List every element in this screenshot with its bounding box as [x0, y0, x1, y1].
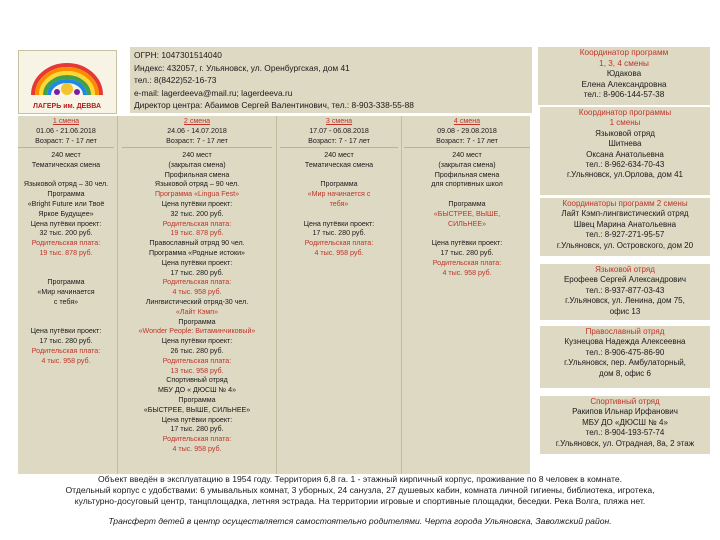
orthodox-squad-card — [540, 326, 710, 388]
card-line: Кузнецова Надежда Алексеевна — [564, 337, 686, 347]
coordinator-phone: тел.: 8-906-144-57-38 — [583, 90, 665, 100]
card-line: Лайт Кэмп-лингвистический отряд — [561, 209, 689, 219]
shift-age: Возраст: 7 - 17 лет — [308, 136, 370, 145]
shift-line: 17 тыс. 280 руб. — [170, 268, 224, 277]
card-line: тел.: 8-937-877-03-43 — [585, 285, 665, 295]
card-line: Языковой отряд — [595, 128, 655, 138]
shift-line: 17 тыс. 280 руб. — [170, 425, 224, 434]
coordinator-name1: Юдакова — [606, 69, 642, 79]
shift-line: Цена путёвки проект: — [431, 239, 503, 248]
shift-dates: 17.07 - 06.08.2018 — [309, 126, 369, 135]
shift-column-2 — [122, 116, 272, 474]
center-info-panel — [130, 47, 532, 113]
shift-line: Родительская плата: — [31, 346, 101, 355]
shift-line: Программа — [448, 199, 486, 208]
shift-name: 4 смена — [453, 117, 481, 125]
shift-line: Профильная смена — [434, 170, 500, 179]
shift-line: 17 тыс. 280 руб. — [312, 229, 366, 238]
shift-name: 2 смена — [183, 117, 211, 125]
shift-dates: 24.06 - 14.07.2018 — [167, 126, 227, 135]
card-title: Координаторы программ 2 смены — [562, 199, 688, 208]
shift-dates: 09.08 - 29.08.2018 — [437, 126, 497, 135]
shift-line: 17 тыс. 280 руб. — [440, 248, 494, 257]
coordinator-name2: Елена Александровна — [581, 79, 667, 89]
shift-line: 26 тыс. 280 руб. — [170, 346, 224, 355]
shift-line: 4 тыс. 958 руб. — [172, 444, 222, 453]
shift-body — [404, 148, 530, 278]
director: Директор центра: Абаимов Сергей Валентинович, тел.: 8-903-338-55-88 — [134, 100, 414, 111]
footer-line: Объект введён в эксплуатацию в 1954 году. Территория 6,8 га. 1 - этажный кирпичный корпус, проживание по 8 человек в комнате. — [97, 474, 623, 484]
card-line: тел.: 8-904-193-57-74 — [585, 428, 665, 438]
coordinator-title: Координатор программ — [579, 48, 669, 57]
shift-line: 19 тыс. 878 руб. — [170, 229, 224, 238]
shift-line: Программа — [47, 190, 85, 199]
shifts-grid — [18, 116, 530, 474]
shift-line — [18, 259, 114, 269]
shift-age: Возраст: 7 - 17 лет — [166, 136, 228, 145]
shift-line: «Мир начинается с — [307, 190, 371, 199]
camp-logo — [18, 50, 117, 114]
card-line: тел.: 8-927-271-95-57 — [585, 230, 665, 240]
column-divider — [276, 116, 277, 474]
shift-body — [280, 148, 398, 259]
shift-line: «Bright Future или Твоё — [27, 199, 105, 208]
shift-line: Цена путёвки проект: — [161, 258, 233, 267]
card-title: Языковой отряд — [595, 265, 655, 274]
shift-line — [18, 308, 114, 318]
shift-age: Возраст: 7 - 17 лет — [35, 136, 97, 145]
card-line: МБУ ДО «ДЮСШ № 4» — [582, 417, 668, 427]
shift-line: (закрытая смена) — [168, 160, 226, 169]
shift-line: Программа «Lingua Fest» — [154, 190, 240, 199]
phone: тел.: 8(8422)52-16-73 — [134, 75, 217, 86]
card-line: г.Ульяновск, ул. Отрадная, 8а, 2 этаж — [555, 438, 695, 448]
coordinator-top-card — [538, 47, 710, 105]
shift-header — [404, 116, 530, 148]
card-line: Оксана Анатольевна — [586, 149, 664, 159]
shift-name: 1 смена — [52, 117, 80, 125]
shift-line: Родительская плата: — [31, 239, 101, 248]
card-title: Спортивный отряд — [590, 397, 660, 406]
shift-line: Программа «Родные истоки» — [149, 248, 245, 257]
shift-line: тебя» — [329, 199, 349, 208]
shift-line: Цена путёвки проект: — [30, 327, 102, 336]
card-line: тел.: 8-962-634-70-43 — [585, 160, 665, 170]
card-title: Координатор программы — [578, 108, 672, 117]
shift-line: 32 тыс. 200 руб. — [39, 229, 93, 238]
shift-age: Возраст: 7 - 17 лет — [436, 136, 498, 145]
shift-line: 4 тыс. 958 руб. — [172, 288, 222, 297]
shift-line: Цена путёвки проект: — [161, 199, 233, 208]
language-squad-card — [540, 264, 710, 320]
shift-line: Цена путёвки проект: — [30, 219, 102, 228]
shift-line: «Лайт Кэмп» — [175, 307, 219, 316]
shift-line: Профильная смена — [164, 170, 230, 179]
shift-line: «БЫСТРЕЕ, ВЫШЕ, СИЛЬНЕЕ» — [143, 405, 251, 414]
email[interactable]: e-mail: lagerdeeva@mail.ru; lagerdeeva.ru — [134, 87, 293, 98]
shift-line: Спортивный отряд — [166, 376, 228, 385]
shift-line: Языковой отряд – 90 чел. — [154, 180, 240, 189]
shift-line: Программа — [320, 180, 358, 189]
card-title: Православный отряд — [585, 327, 665, 336]
coordinator-shifts: 1, 3, 4 смены — [599, 58, 649, 68]
shift-line: Цена путёвки проект: — [161, 337, 233, 346]
shift-line: «Wonder People: Витаминчиковый» — [138, 327, 256, 336]
shift-line: Родительская плата: — [162, 219, 232, 228]
logo-text: ЛАГЕРЬ им. ДЕВВА — [32, 103, 102, 110]
sport-squad-card — [540, 396, 710, 454]
shift-line: 13 тыс. 958 руб. — [170, 366, 224, 375]
shift-line: 4 тыс. 958 руб. — [314, 248, 364, 257]
card-line: Ерофеев Сергей Александрович — [563, 275, 687, 285]
footer — [0, 474, 720, 540]
card-line: г.Ульяновск, ул.Орлова, дом 41 — [567, 170, 683, 180]
shift-line: Программа — [178, 317, 216, 326]
shift-line: 240 мест — [324, 151, 354, 159]
card-line: Швец Марина Анатольевна — [573, 219, 677, 229]
shift-line: Православный отряд 90 чел. — [149, 239, 245, 248]
card-line: дом 8, офис 6 — [599, 368, 651, 378]
shift-header — [18, 116, 114, 148]
shift-body — [122, 148, 272, 455]
shift-line: 19 тыс. 878 руб. — [39, 248, 93, 257]
address: Индекс: 432057, г. Ульяновск, ул. Оренбургская, дом 41 — [134, 62, 350, 73]
shift-line: Лингвистический отряд-30 чел. — [145, 297, 249, 306]
shift-line: Программа — [47, 278, 85, 287]
coordinator-card-shift1 — [540, 107, 710, 195]
shift-name: 3 смена — [325, 117, 353, 125]
card-line: г.Ульяновск, ул. Ленина, дом 75, — [565, 296, 685, 306]
card-line: г.Ульяновск, ул. Островского, дом 20 — [556, 240, 694, 250]
transfer-note: Трансферт детей в центр осуществляется самостоятельно родителями. Черта города Ульяновска, Заволжский район. — [108, 515, 612, 526]
shift-line — [404, 190, 530, 200]
shift-column-1 — [18, 116, 114, 474]
shift-line: с тебя» — [53, 297, 79, 306]
shift-line: «БЫСТРЕЕ, ВЫШЕ, — [433, 209, 501, 218]
shift-line: 32 тыс. 200 руб. — [170, 209, 224, 218]
shift-line: для спортивных школ — [431, 180, 503, 189]
shift-line: 4 тыс. 958 руб. — [442, 268, 492, 277]
shift-line: 17 тыс. 280 руб. — [39, 337, 93, 346]
column-divider — [117, 116, 118, 474]
ogrn: ОГРН: 1047301514040 — [134, 50, 222, 60]
shift-column-3 — [280, 116, 398, 474]
shift-line — [18, 171, 114, 181]
shift-line — [18, 269, 114, 279]
shift-line — [280, 210, 398, 220]
shift-line: (закрытая смена) — [438, 160, 496, 169]
shift-line — [404, 229, 530, 239]
card-line: офис 13 — [609, 306, 641, 316]
rainbow-logo-icon — [19, 51, 116, 113]
shift-line: Тематическая смена — [31, 160, 101, 169]
shift-line: Родительская плата: — [304, 239, 374, 248]
card-line: Шитнева — [608, 139, 642, 149]
card-line: г.Ульяновск, пер. Амбулаторный, — [564, 358, 686, 368]
shift-dates: 01.06 - 21.06.2018 — [36, 126, 96, 135]
column-divider — [401, 116, 402, 474]
shift-header — [122, 116, 272, 148]
shift-line: Яркое Будущее» — [38, 209, 94, 218]
shift-line: СИЛЬНЕЕ» — [447, 219, 487, 228]
shift-line: 4 тыс. 958 руб. — [41, 356, 91, 365]
shift-line — [280, 171, 398, 181]
card-line: Ракипов Ильнар Ирфанович — [572, 407, 678, 417]
coordinator-card-shift2 — [540, 198, 710, 256]
shift-line: 240 мест — [51, 151, 81, 159]
shift-line: Программа — [178, 395, 216, 404]
shift-line: 240 мест — [452, 151, 482, 159]
shift-line: МБУ ДО « ДЮСШ № 4» — [157, 386, 237, 395]
shift-line: Цена путёвки проект: — [161, 415, 233, 424]
shift-line: Языковой отряд – 30 чел. — [23, 180, 109, 189]
card-line: 1 смены — [609, 118, 641, 128]
card-line: тел.: 8-906-475-86-90 — [585, 347, 665, 357]
shift-line: «Мир начинается — [37, 288, 95, 297]
footer-line: культурно-досуговый центр, танцплощадка, летняя эстрада. На территории игровые и спортивные площадки, беседки. Река Волга, пляжа нет. — [74, 496, 646, 507]
shift-line: Родительская плата: — [162, 278, 232, 287]
shift-header — [280, 116, 398, 148]
shift-line: Цена путёвки проект: — [303, 219, 375, 228]
shift-body — [18, 148, 114, 367]
shift-line: 240 мест — [182, 151, 212, 159]
footer-line: Отдельный корпус с удобствами: 6 умывальных комнат, 3 уборных, 24 санузла, 27 душевых кабин, комната личной гигиены, библиотека, игротека, — [65, 485, 655, 496]
shift-line: Родительская плата: — [432, 258, 502, 267]
shift-line: Тематическая смена — [304, 160, 374, 169]
shift-line: Родительская плата: — [162, 356, 232, 365]
shift-line — [18, 318, 114, 328]
shift-column-4 — [404, 116, 530, 474]
shift-line: Родительская плата: — [162, 435, 232, 444]
